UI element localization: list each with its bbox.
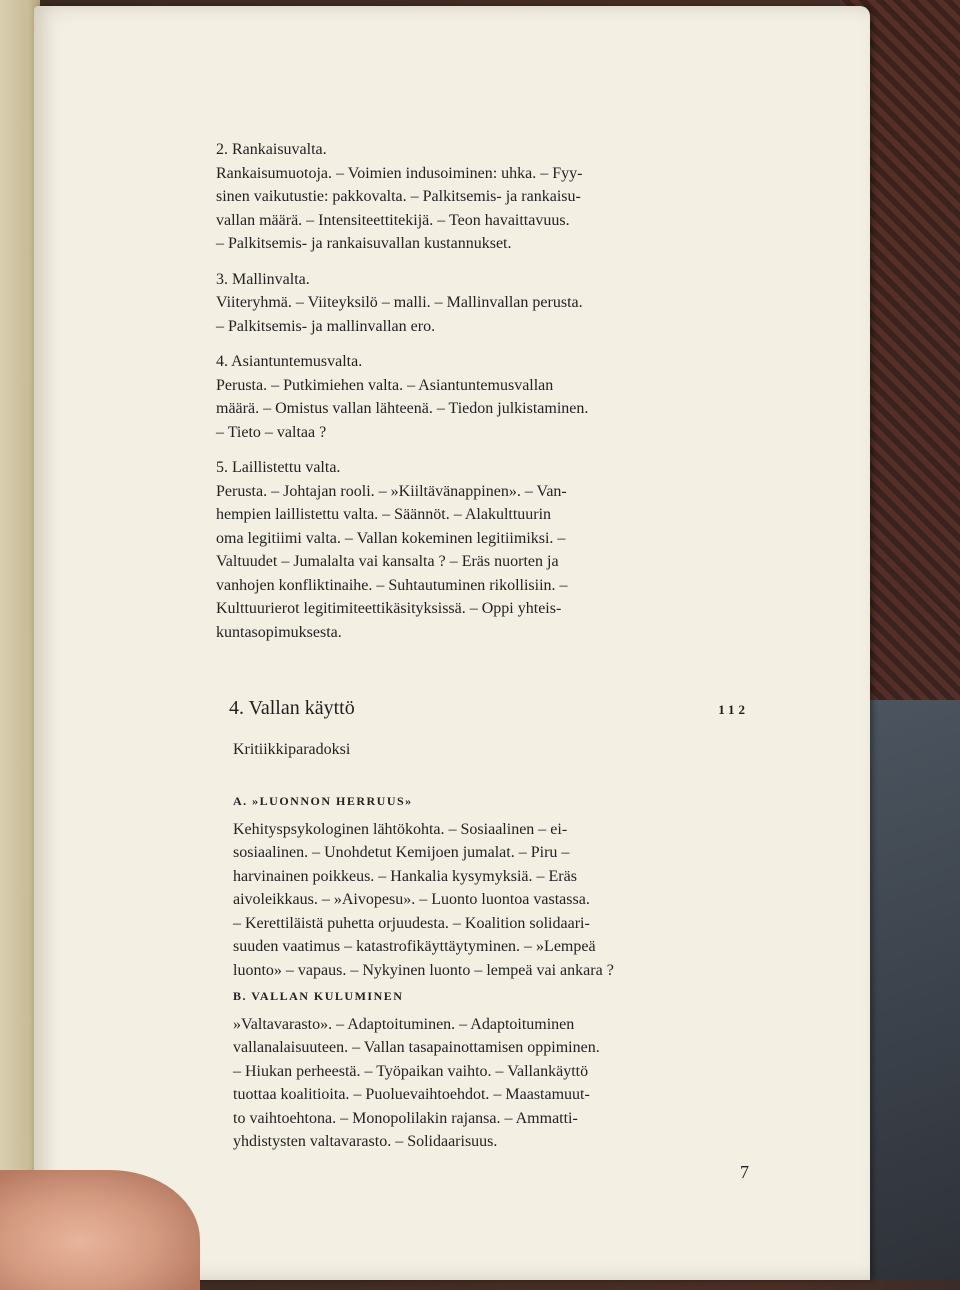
text-line: – Palkitsemis- ja mallinvallan ero. [216, 317, 436, 335]
toc-section [216, 456, 704, 644]
toc-section [216, 350, 704, 444]
page-number: 7 [740, 1162, 749, 1182]
text-line: aivoleikkaus. – »Aivopesu». – Luonto luontoa vastassa. [233, 891, 590, 908]
text-line: Rankaisumuotoja. – Voimien indusoiminen: uhka. – Fyy- [216, 164, 583, 182]
text-line: – Kerettiläistä puhetta orjuudesta. – Koalition solidaari- [233, 914, 590, 932]
text-line: yhdistysten valtavarasto. – Solidaarisuus. [233, 1133, 498, 1150]
text-line: oma legitiimi valta. – Vallan kokeminen legitiimiksi. – [216, 529, 566, 547]
text-line: määrä. – Omistus vallan lähteenä. – Tiedon julkistaminen. [216, 400, 589, 417]
chapter-title: 4. Vallan käyttö [229, 697, 355, 719]
text-line: Kehityspsykologinen lähtökohta. – Sosiaalinen – ei- [233, 820, 568, 838]
text-line: Valtuudet – Jumalalta vai kansalta ? – Eräs nuorten ja [216, 553, 559, 570]
text-line: harvinainen poikkeus. – Hankalia kysymyksiä. – Eräs [233, 867, 577, 885]
toc-upper-sections [216, 138, 704, 656]
text-line: Perusta. – Putkimiehen valta. – Asiantuntemusvallan [216, 376, 554, 394]
text-line: – Tieto – valtaa ? [216, 423, 327, 441]
text-line: hempien laillistettu valta. – Säännöt. – Alakulttuurin [216, 506, 552, 523]
text-line: suuden vaatimus – katastrofikäyttäytyminen. – »Lempeä [233, 938, 596, 955]
part-b [233, 985, 711, 1154]
text-line: vallanalaisuuteen. – Vallan tasapainottamisen oppiminen. [233, 1039, 600, 1056]
text-line: – Hiukan perheestä. – Työpaikan vaihto. – Vallankäyttö [233, 1062, 589, 1080]
toc-section [216, 138, 704, 256]
text-line: vallan määrä. – Intensiteettitekijä. – Teon havaittavuus. [216, 211, 570, 229]
chapter-heading [229, 697, 749, 720]
section-heading: 5. Laillistettu valta. [216, 459, 341, 476]
text-line: Perusta. – Johtajan rooli. – »Kiiltävänappinen». – Van- [216, 482, 567, 500]
text-line: vanhojen konfliktinaihe. – Suhtautuminen rikollisiin. – [216, 576, 568, 594]
text-line: kuntasopimuksesta. [216, 623, 342, 641]
part-heading: B. VALLAN KULUMINEN [233, 989, 404, 1003]
thumb [0, 1170, 200, 1290]
text-line: to vaihtoehtona. – Monopolilakin rajansa. – Ammatti- [233, 1109, 578, 1127]
text-line: »Valtavarasto». – Adaptoituminen. – Adaptoituminen [233, 1015, 575, 1033]
text-line: Viiteryhmä. – Viiteyksilö – malli. – Mallinvallan perusta. [216, 294, 583, 311]
text-line: tuottaa koalitioita. – Puoluevaihtoehdot. – Maastamuut- [233, 1086, 590, 1103]
toc-section [216, 268, 704, 339]
chapter-page-number: 112 [718, 702, 749, 717]
section-heading: 3. Mallinvalta. [216, 270, 310, 288]
text-line: Kulttuurierot legitimiteettikäsityksissä. – Oppi yhteis- [216, 600, 562, 617]
text-line: sinen vaikutustie: pakkovalta. – Palkitsemis- ja rankaisu- [216, 188, 581, 205]
text-line: sosiaalinen. – Unohdetut Kemijoen jumalat. – Piru – [233, 844, 570, 861]
part-heading: A. »LUONNON HERRUUS» [233, 794, 413, 808]
section-heading: 2. Rankaisuvalta. [216, 141, 327, 158]
chapter-subtitle: Kritiikkiparadoksi [233, 741, 351, 758]
text-line: luonto» – vapaus. – Nykyinen luonto – lempeä vai ankara ? [233, 961, 614, 979]
text-line: – Palkitsemis- ja rankaisuvallan kustannukset. [216, 235, 512, 252]
section-heading: 4. Asiantuntemusvalta. [216, 353, 363, 370]
part-a [233, 790, 711, 982]
